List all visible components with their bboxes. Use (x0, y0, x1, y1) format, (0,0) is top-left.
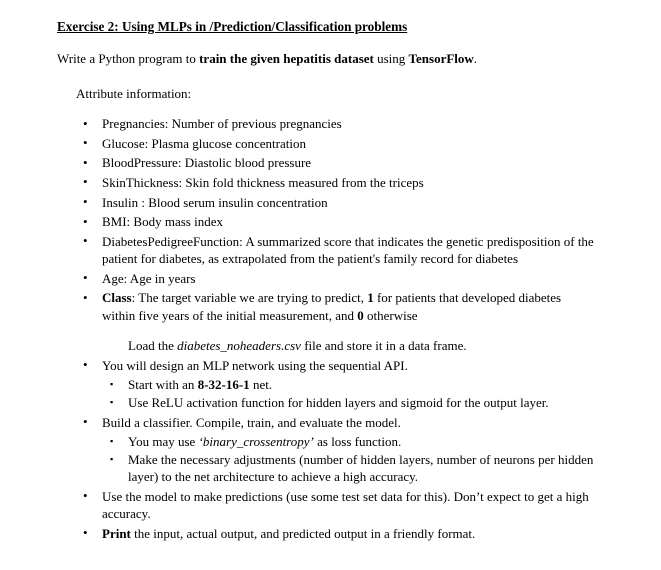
square-bullet-icon: ▪ (110, 379, 114, 390)
list-item-class (76, 289, 596, 323)
list-item (102, 376, 596, 393)
list-item (76, 174, 596, 191)
intro-text-2: using (373, 51, 409, 66)
subtask-text-2: net. (249, 377, 273, 393)
load-data-text (102, 337, 596, 354)
class-bold-one: 1 (367, 290, 374, 306)
bullet-icon: • (83, 289, 88, 305)
subtask-text-1: Start with an (128, 377, 198, 393)
net-architecture: 8-32-16-1 (197, 377, 250, 393)
bullet-icon: • (83, 357, 88, 373)
square-bullet-icon: ▪ (110, 454, 114, 465)
task-item-build-classifier (76, 414, 596, 486)
intro-text-3: . (473, 51, 478, 66)
bullet-icon: • (83, 115, 88, 131)
square-bullet-icon: ▪ (110, 436, 114, 446)
task-item-design-mlp (76, 357, 596, 411)
class-text-2: for patients that developed diabetes within five years of the initial measurement, and (102, 290, 562, 323)
attribute-text: DiabetesPedigreeFunction: A summarized score that indicates the genetic predisposition of the patient for diabetes, as extrapolated from the patient's family record for diabetes (102, 233, 594, 267)
class-bold-zero: 0 (357, 307, 364, 323)
exercise-label: Exercise 2 (57, 19, 115, 34)
square-bullet-icon: ▪ (110, 397, 114, 408)
load-text-1: Load the (128, 337, 178, 353)
attribute-text: Pregnancies: Number of previous pregnancies (102, 116, 342, 131)
class-label: Class (102, 290, 132, 306)
bullet-icon: • (83, 174, 88, 190)
list-item (76, 115, 596, 132)
list-item (76, 233, 596, 267)
subtask-text-2: as loss function. (313, 434, 402, 449)
attribute-text: SkinThickness: Skin fold thickness measured from the triceps (102, 174, 424, 190)
bullet-icon: • (83, 154, 88, 170)
list-item (76, 135, 596, 152)
task-text: Build a classifier. Compile, train, and evaluate the model. (102, 414, 401, 430)
list-item (102, 394, 596, 411)
bullet-icon: • (83, 525, 88, 541)
title-text: Using MLPs in /Prediction/Classification problems (121, 19, 408, 34)
final-text: Use the model to make predictions (use some test set data for this). Don’t expect to get a high accuracy. (102, 488, 589, 522)
task-item-print (76, 525, 596, 542)
intro-paragraph (57, 50, 477, 67)
intro-bold-dataset: train the given hepatitis dataset (199, 51, 374, 66)
attribute-text: Glucose: Plasma glucose concentration (102, 135, 306, 151)
bullet-icon: • (83, 233, 88, 249)
load-data-line (76, 337, 596, 354)
attribute-list (76, 115, 596, 544)
class-text-3: otherwise (363, 307, 418, 323)
attribute-text: BMI: Body mass index (102, 214, 223, 230)
print-keyword: Print (102, 525, 131, 541)
bullet-icon: • (83, 414, 88, 430)
load-text-2: file and store it in a data frame. (300, 337, 467, 353)
attribute-text: Age: Age in years (102, 270, 196, 286)
attribute-text: BloodPressure: Diastolic blood pressure (102, 155, 312, 171)
bullet-icon: • (83, 135, 88, 151)
bullet-icon: • (83, 270, 88, 286)
attribute-info-heading: Attribute information: (76, 86, 192, 101)
bullet-icon: • (83, 194, 88, 210)
list-item (102, 451, 596, 485)
page-title (57, 18, 407, 35)
subtask-text: Use ReLU activation function for hidden layers and sigmoid for the output layer. (128, 395, 549, 411)
subtask-text-1: You may use (128, 434, 199, 449)
list-item (102, 433, 596, 450)
title-separator: : (114, 19, 122, 34)
intro-text-1: Write a Python program to (57, 51, 200, 66)
bullet-icon: • (83, 488, 88, 504)
csv-filename: diabetes_noheaders.csv (177, 337, 301, 353)
list-item (76, 270, 596, 287)
subtask-list (102, 376, 596, 411)
bullet-icon: • (83, 213, 88, 229)
subtask-list (102, 433, 596, 485)
class-text-1: : The target variable we are trying to predict, (131, 290, 368, 306)
intro-bold-framework: TensorFlow (408, 51, 474, 66)
loss-function-name: ‘binary_crossentropy’ (198, 434, 314, 449)
task-text: You will design an MLP network using the sequential API. (102, 357, 408, 373)
list-item (76, 194, 596, 211)
list-item (76, 154, 596, 171)
list-item (76, 213, 596, 230)
subtask-text: Make the necessary adjustments (number of hidden layers, number of neurons per hidden layer) to the net architecture to achieve a high accuracy. (128, 452, 594, 485)
attribute-text: Insulin : Blood serum insulin concentration (102, 194, 328, 210)
task-item-predictions (76, 488, 596, 522)
final-text: the input, actual output, and predicted output in a friendly format. (130, 525, 476, 541)
